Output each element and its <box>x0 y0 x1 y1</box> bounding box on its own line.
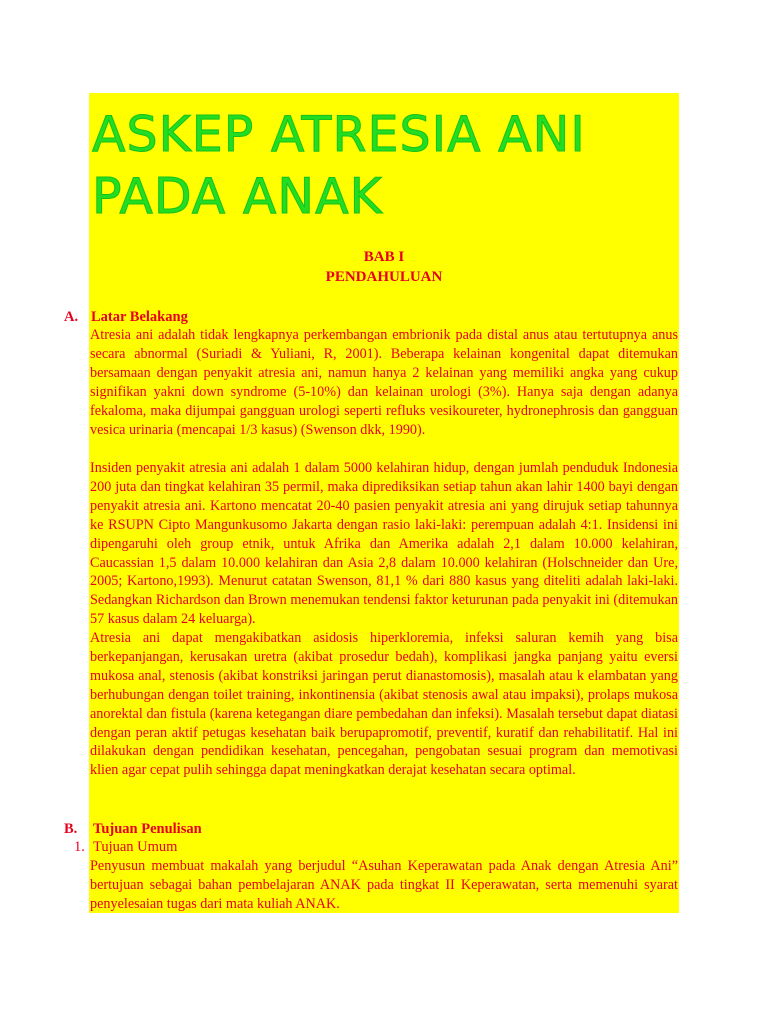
section-b-marker: B. <box>64 821 78 837</box>
title-line-1: ASKEP ATRESIA ANI <box>92 106 586 163</box>
section-b-paragraph: Penyusun membuat makalah yang berjudul “Asuhan Keperawatan pada Anak dengan Atresia Ani” bertujuan sebagai bahan pembelajaran ANAK pada tingkat II Keperawatan, serta memenuhi syarat penyelesaian tugas dari mata kuliah ANAK. <box>90 858 678 912</box>
section-a-paragraph-1: Atresia ani adalah tidak lengkapnya perkembangan embrionik pada distal anus atau tertutupnya anus secara abnormal (Suriadi & Yuliani, R, 2001). Beberapa kelainan kongenital dapat ditemukan bersamaan dengan penyakit atresia ani, namun hanya 2 kelainan yang memiliki angka yang cukup signifikan yakni down syndrome (5-10%) dan kelainan urologi (3%). Hanya saja dengan adanya fekaloma, maka dijumpai gangguan urologi seperti refluks vesikoureter, hydronephrosis dan gangguan vesica urinaria (mencapai 1/3 kasus) (Swenson dkk, 1990). <box>90 327 678 438</box>
section-b-heading: Tujuan Penulisan <box>93 821 202 837</box>
chapter-number: BAB I <box>363 249 405 265</box>
section-a-paragraph-3: Atresia ani dapat mengakibatkan asidosis hiperkloremia, infeksi saluran kemih yang bisa berkepanjangan, kerusakan uretra (akibat prosedur bedah), komplikasi jangka panjang yaitu eversi mukosa anal, stenosis (akibat konstriksi jaringan perut dianastomosis), masalah atau k elambatan yang berhubungan dengan toilet training, inkontinensia (akibat stenosis awal atau impaksi), prolaps mukosa anorektal dan fistula (karena ketegangan diare pembedahan dan infeksi). Masalah tersebut dapat diatasi dengan peran aktif petugas kesehatan baik berupapromotif, preventif, kuratif dan rehabilitatif. Hal ini dilakukan dengan pendidikan kesehatan, pencegahan, pengobatan sesuai program dan memotivasi klien agar cepat pulih sehingga dapat meningkatkan derajat kesehatan secara optimal. <box>90 630 678 779</box>
document-title <box>92 104 682 228</box>
subsection-1-marker: 1. <box>74 839 85 855</box>
title-line-2: PADA ANAK <box>92 168 383 225</box>
section-a-marker: A. <box>64 309 79 325</box>
section-a-paragraph-2: Insiden penyakit atresia ani adalah 1 dalam 5000 kelahiran hidup, dengan jumlah penduduk Indonesia 200 juta dan tingkat kelahiran 35 permil, maka diprediksikan setiap tahun akan lahir 1400 bayi dengan penyakit atresia ani. Kartono mencatat 20-40 pasien penyakit atresia ani yang dirujuk setiap tahunnya ke RSUPN Cipto Mangunkusomo Jakarta dengan rasio laki-laki: perempuan adalah 4:1. Insidensi ini dipengaruhi oleh group etnik, untuk Afrika dan Amerika adalah 2,1 dalam 10.000 kelahiran, Caucassian 1,5 dalam 10.000 kelahiran dan Asia 2,8 dalam 10.000 kelahiran (Holschneider dan Ure, 2005; Kartono,1993). Menurut catatan Swenson, 81,1 % dari 880 kasus yang diteliti adalah laki-laki. Sedangkan Richardson dan Brown menemukan tendensi faktor keturunan pada penyakit ini (ditemukan 57 kasus dalam 24 keluarga). <box>90 460 678 628</box>
section-a-heading: Latar Belakang <box>91 309 188 325</box>
subsection-1-heading: Tujuan Umum <box>93 839 178 855</box>
chapter-title: PENDAHULUAN <box>325 269 443 285</box>
